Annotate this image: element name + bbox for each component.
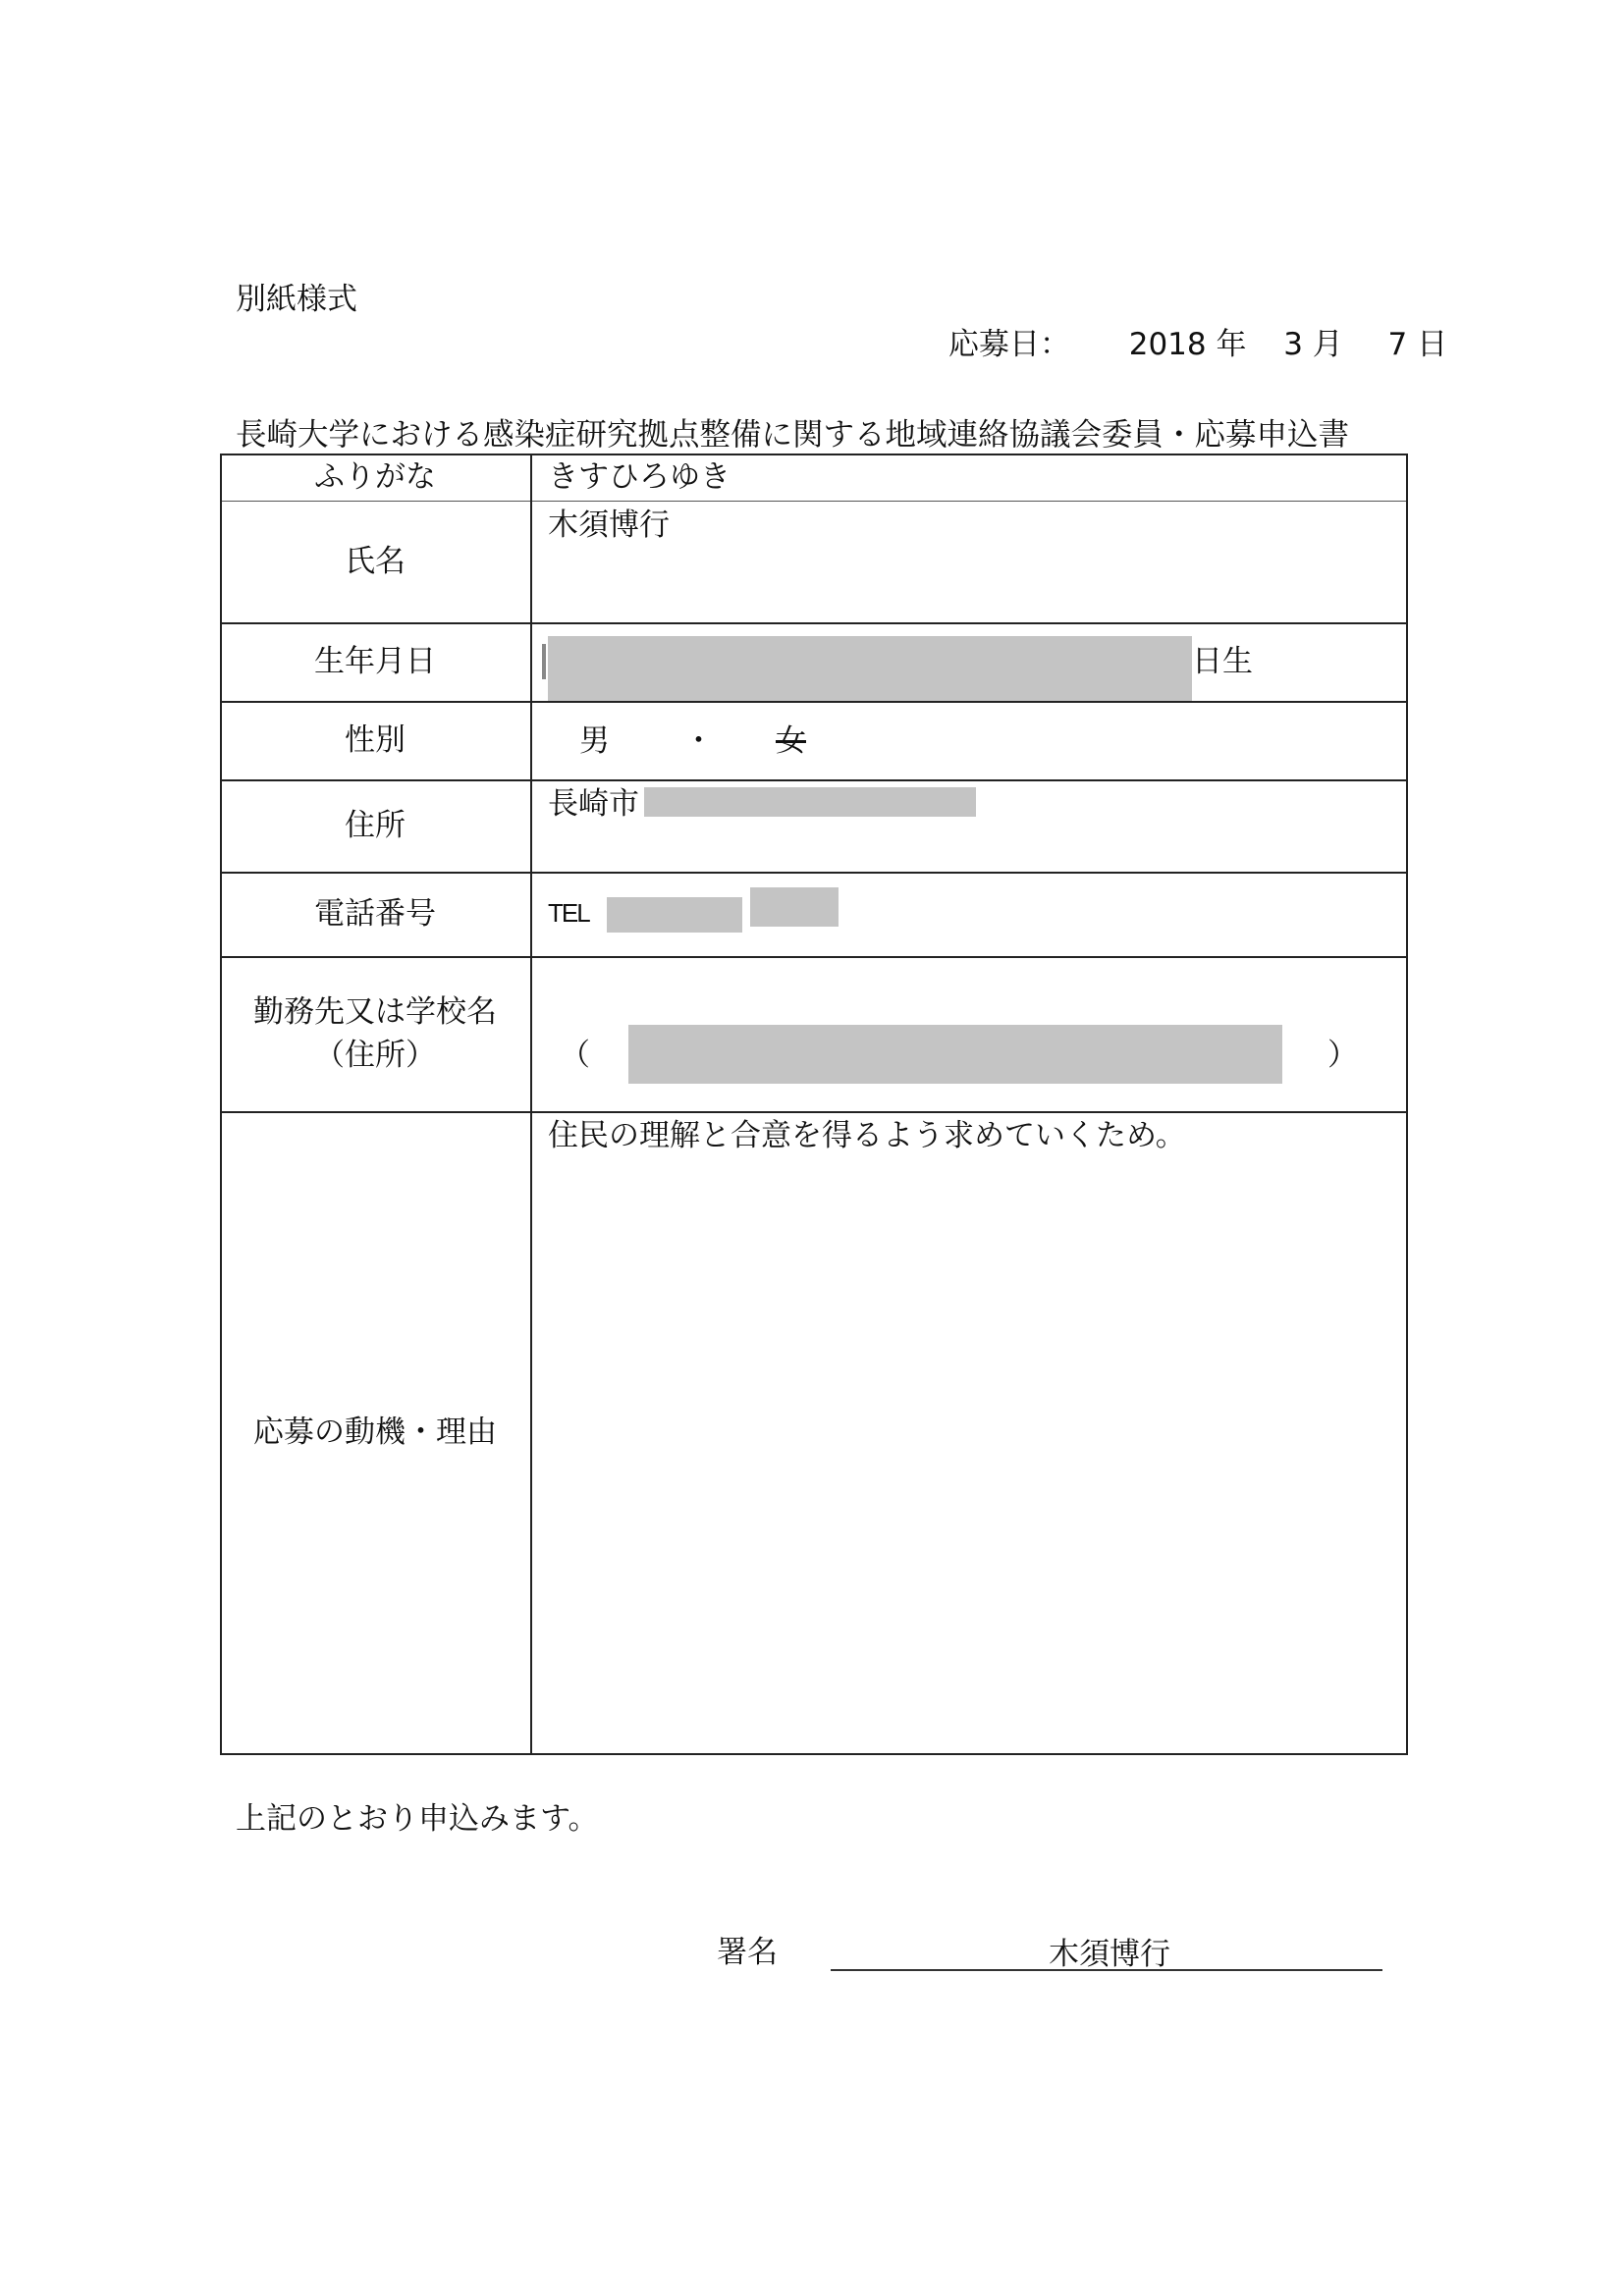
gender-label-cell	[220, 701, 530, 779]
phone-redaction-2	[750, 887, 839, 927]
birthdate-redaction	[548, 636, 1192, 701]
application-date	[948, 326, 1447, 363]
gender-label: 性別	[345, 722, 406, 758]
motivation-label-cell	[220, 1111, 530, 1753]
workplace-label: 勤務先又は学校名	[253, 994, 497, 1030]
year-unit: 年	[1216, 327, 1247, 362]
birthdate-label: 生年月日	[314, 644, 436, 679]
name-value: 木須博行	[548, 507, 670, 543]
birthdate-suffix: 日生	[1192, 644, 1253, 679]
signature-line	[831, 1969, 1382, 1971]
birthdate-label-cell	[220, 622, 530, 701]
gender-separator: ・	[683, 723, 714, 759]
date-month: 3	[1283, 327, 1303, 362]
table-border-bottom	[220, 1753, 1408, 1755]
phone-label-cell	[220, 872, 530, 956]
motivation-label: 応募の動機・理由	[253, 1415, 497, 1450]
signature-label: 署名	[717, 1935, 778, 1970]
date-day: 7	[1387, 327, 1408, 362]
date-year: 2018	[1128, 327, 1207, 362]
gender-female-struck: 女	[776, 723, 806, 759]
workplace-paren-open: （	[560, 1038, 590, 1073]
furigana-label-cell	[220, 454, 530, 501]
address-label-cell	[220, 779, 530, 872]
motivation-value: 住民の理解と合意を得るよう求めていくため。	[548, 1118, 1186, 1153]
month-unit: 月	[1312, 327, 1343, 362]
birthdate-redaction-mark	[542, 644, 546, 679]
tel-prefix: TEL	[548, 898, 589, 928]
workplace-paren-close: ）	[1327, 1038, 1358, 1073]
signature-value: 木須博行	[1049, 1937, 1170, 1972]
workplace-redaction	[628, 1025, 1282, 1084]
phone-redaction-1	[607, 897, 742, 933]
furigana-value: きすひろゆき	[548, 459, 731, 495]
form-label: 別紙様式	[236, 282, 357, 317]
furigana-label: ふりがな	[314, 459, 436, 495]
day-unit: 日	[1417, 327, 1448, 362]
date-label: 応募日：	[948, 327, 1070, 362]
workplace-label-cell	[220, 956, 530, 1111]
declaration: 上記のとおり申込みます。	[236, 1801, 599, 1837]
document-title: 長崎大学における感染症研究拠点整備に関する地域連絡協議会委員・応募申込書	[236, 417, 1350, 453]
table-border-right	[1406, 454, 1408, 1755]
workplace-address-label: （住所）	[314, 1038, 436, 1073]
address-redaction	[644, 787, 976, 817]
name-label: 氏名	[345, 544, 406, 579]
address-city: 長崎市	[548, 786, 639, 822]
column-divider	[530, 454, 532, 1755]
phone-label: 電話番号	[314, 896, 436, 932]
gender-male: 男	[579, 723, 610, 759]
name-label-cell	[220, 501, 530, 622]
address-label: 住所	[345, 808, 406, 843]
